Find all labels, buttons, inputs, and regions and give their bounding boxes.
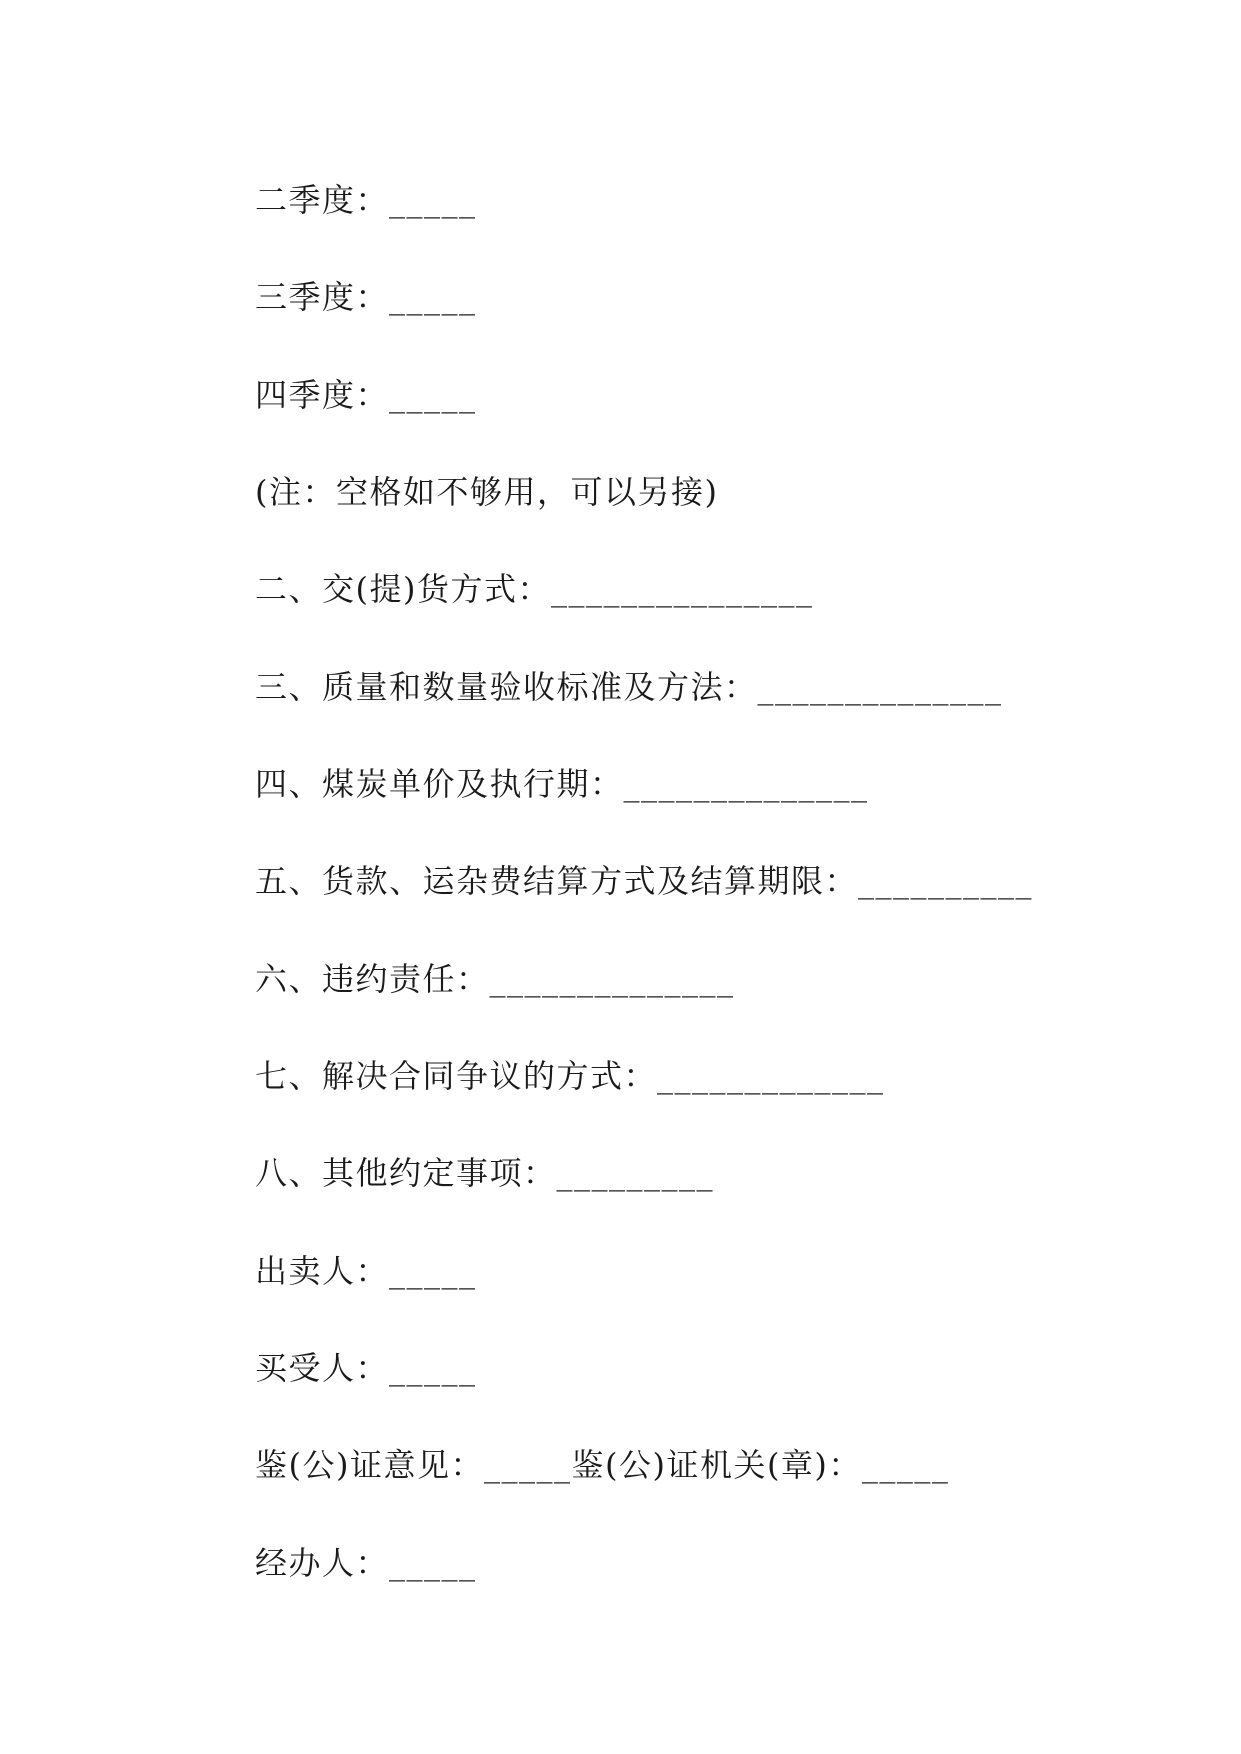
note-line: (注：空格如不够用，可以另接) xyxy=(255,473,719,511)
notary-line: 鉴(公)证意见：_____鉴(公)证机关(章)：_____ xyxy=(255,1446,950,1484)
liability-line: 六、违约责任：______________ xyxy=(255,960,735,998)
delivery-method-line: 二、交(提)货方式：_______________ xyxy=(255,570,814,608)
q3-line: 三季度：_____ xyxy=(255,278,477,316)
handler-line: 经办人：_____ xyxy=(255,1544,477,1582)
q2-line: 二季度：_____ xyxy=(255,181,477,219)
other-terms-line: 八、其他约定事项：_________ xyxy=(255,1154,715,1192)
buyer-line: 买受人：_____ xyxy=(255,1349,477,1387)
q4-line: 四季度：_____ xyxy=(255,376,477,414)
quality-standard-line: 三、质量和数量验收标准及方法：______________ xyxy=(255,668,1003,706)
unit-price-line: 四、煤炭单价及执行期：______________ xyxy=(255,765,869,803)
seller-line: 出卖人：_____ xyxy=(255,1252,477,1290)
dispute-resolution-line: 七、解决合同争议的方式：_____________ xyxy=(255,1057,885,1095)
settlement-line: 五、货款、运杂费结算方式及结算期限：__________ xyxy=(255,862,1034,900)
